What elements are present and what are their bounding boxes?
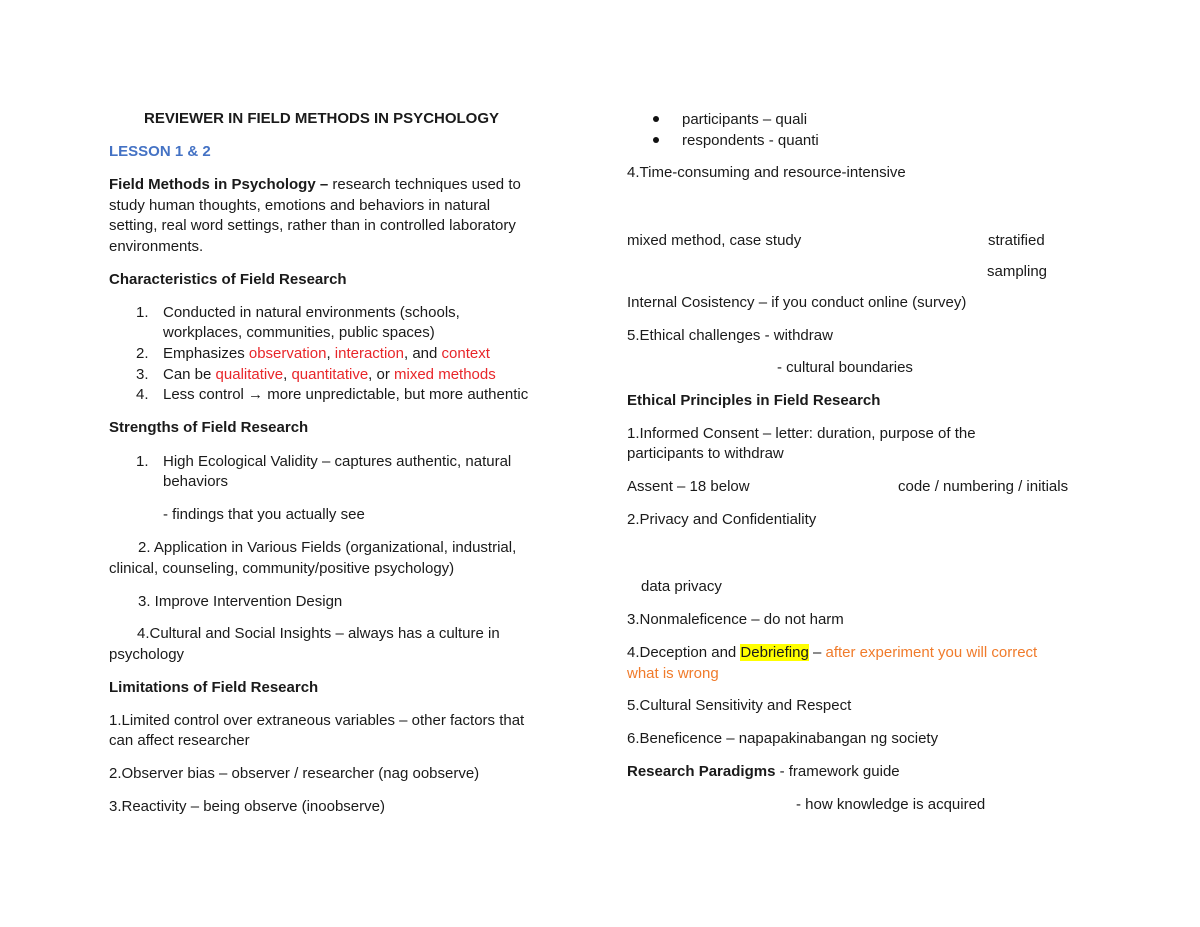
- side-note: code / numbering / initials: [898, 478, 1069, 495]
- text: Can be: [163, 366, 216, 383]
- strengths-heading: Strengths of Field Research: [109, 419, 309, 436]
- text: –: [808, 644, 826, 661]
- limitations-heading: Limitations of Field Research: [109, 679, 319, 696]
- paragraph: 3.Nonmaleficence – do not harm: [627, 611, 844, 628]
- paragraph-continued: clinical, counseling, community/positive psychology): [109, 560, 455, 577]
- lesson-heading: LESSON 1 & 2: [109, 143, 211, 160]
- list-number: 1.: [136, 453, 149, 470]
- emphasis-mixed-methods: mixed methods: [394, 366, 496, 383]
- paragraph: Internal Cosistency – if you conduct online (survey): [627, 294, 967, 311]
- paragraph: 4.Time-consuming and resource-intensive: [627, 164, 906, 181]
- list-item: [163, 344, 490, 365]
- paragraph-continued: psychology: [109, 646, 185, 663]
- text: 4.Deception and: [627, 644, 741, 661]
- paradigms-heading: Research Paradigms: [627, 763, 776, 780]
- emphasis-interaction: interaction: [334, 345, 404, 362]
- definition-line-4: environments.: [109, 238, 204, 255]
- paragraph: 6.Beneficence – napapakinabangan ng society: [627, 730, 939, 747]
- paragraph: - how knowledge is acquired: [796, 796, 986, 813]
- paragraph: 1.Limited control over extraneous variables – other factors that: [109, 712, 525, 729]
- bullet-item: participants – quali: [682, 111, 808, 128]
- ethics-heading: Ethical Principles in Field Research: [627, 392, 881, 409]
- paragraph: - cultural boundaries: [777, 359, 913, 376]
- characteristics-heading: Characteristics of Field Research: [109, 271, 347, 288]
- definition-line-1: [109, 175, 521, 196]
- text: - framework guide: [775, 763, 900, 780]
- list-number: 1.: [136, 304, 149, 321]
- text: ,: [283, 366, 292, 383]
- paragraph: 3.Reactivity – being observe (inoobserve): [109, 798, 385, 815]
- definition-term: Field Methods in Psychology –: [109, 176, 329, 193]
- list-item: Less control → more unpredictable, but more authentic: [163, 386, 529, 403]
- document-title: REVIEWER IN FIELD METHODS IN PSYCHOLOGY: [144, 110, 500, 127]
- paragraph: 3. Improve Intervention Design: [138, 593, 343, 610]
- paragraph: 1.Informed Consent – letter: duration, purpose of the: [627, 425, 976, 442]
- paragraph: 4.Cultural and Social Insights – always has a culture in: [137, 625, 500, 642]
- definition-line-2: study human thoughts, emotions and behaviors in natural: [109, 197, 491, 214]
- list-item: [163, 365, 496, 386]
- paragraph: [627, 643, 1037, 664]
- paragraph: [627, 762, 900, 783]
- list-item-note: - findings that you actually see: [163, 506, 365, 523]
- emphasis-qualitative: qualitative: [215, 366, 284, 383]
- paragraph: 2.Observer bias – observer / researcher (nag oobserve): [109, 765, 480, 782]
- text: , and: [404, 345, 442, 362]
- emphasis-observation: observation: [248, 345, 327, 362]
- list-item-continued: workplaces, communities, public spaces): [163, 324, 435, 341]
- emphasis-context: context: [441, 345, 490, 362]
- paragraph: 2. Application in Various Fields (organizational, industrial,: [138, 539, 517, 556]
- definition-text: research techniques used to: [328, 176, 521, 193]
- list-item: Conducted in natural environments (schools,: [163, 304, 460, 321]
- list-number: 4.: [136, 386, 149, 403]
- paragraph: Assent – 18 below: [627, 478, 750, 495]
- paragraph-continued: participants to withdraw: [627, 445, 784, 462]
- list-number: 2.: [136, 345, 149, 362]
- list-item-continued: behaviors: [163, 473, 229, 490]
- bullet-icon: [653, 116, 659, 122]
- text: Emphasizes: [163, 345, 249, 362]
- side-note: sampling: [987, 263, 1048, 280]
- orange-note: after experiment you will correct: [825, 644, 1038, 661]
- list-number: 3.: [136, 366, 149, 383]
- paragraph-continued: can affect researcher: [109, 732, 250, 749]
- paragraph: data privacy: [641, 578, 722, 595]
- bullet-item: respondents - quanti: [682, 132, 819, 149]
- text: ,: [326, 345, 335, 362]
- definition-line-3: setting, real word settings, rather than in controlled laboratory: [109, 217, 516, 234]
- paragraph: mixed method, case study: [627, 232, 802, 249]
- highlighted-term: Debriefing: [740, 644, 809, 661]
- text: , or: [368, 366, 395, 383]
- orange-note-continued: what is wrong: [627, 665, 719, 682]
- emphasis-quantitative: quantitative: [291, 366, 369, 383]
- paragraph: 2.Privacy and Confidentiality: [627, 511, 817, 528]
- paragraph: 5.Ethical challenges - withdraw: [627, 327, 833, 344]
- bullet-icon: [653, 137, 659, 143]
- side-note: stratified: [988, 232, 1045, 249]
- list-item: High Ecological Validity – captures authentic, natural: [163, 453, 512, 470]
- paragraph: 5.Cultural Sensitivity and Respect: [627, 697, 852, 714]
